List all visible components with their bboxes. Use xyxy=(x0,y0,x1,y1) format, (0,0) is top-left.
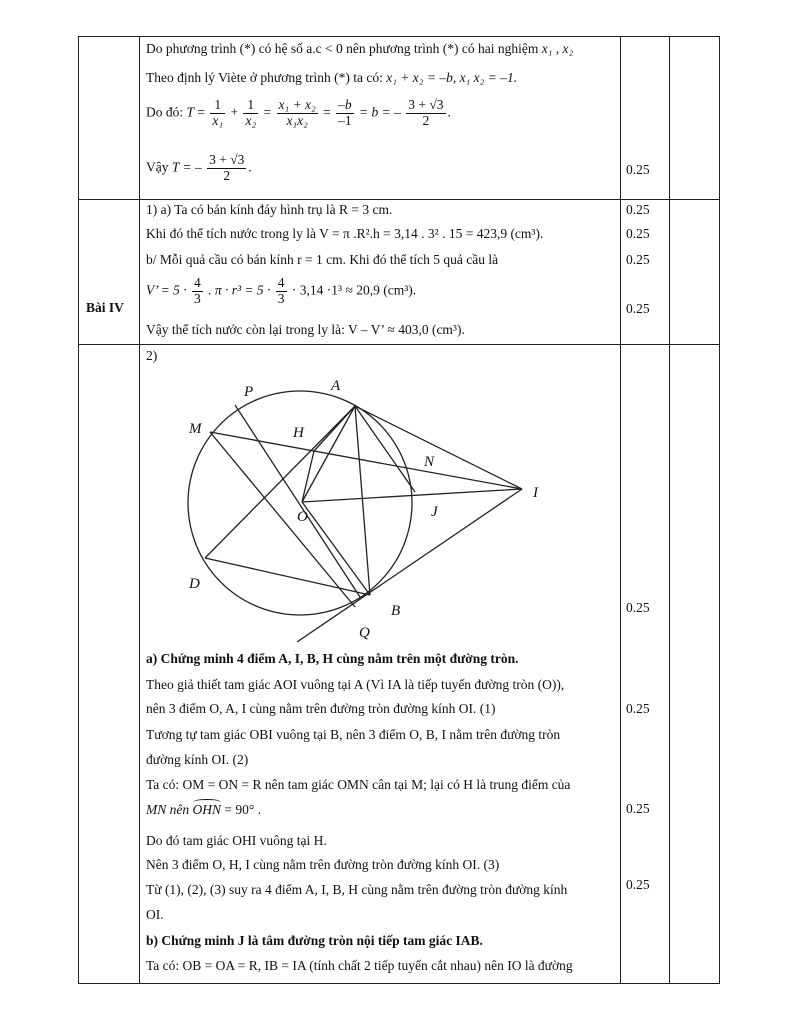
result-prefix: Vậy xyxy=(146,159,172,175)
segment-AO xyxy=(302,406,355,502)
frac-num: 1 xyxy=(210,98,225,114)
table-border-left xyxy=(78,36,79,984)
table-border-col2 xyxy=(139,36,140,984)
angle-name: OHN xyxy=(192,802,222,817)
segment-AN xyxy=(355,406,415,492)
point-I-label: I xyxy=(533,485,538,501)
part-label: 2) xyxy=(146,348,158,363)
equals-b: = b = – xyxy=(359,104,401,120)
frac-den: x₁ xyxy=(212,112,224,128)
table-border-right xyxy=(719,36,720,984)
frac-den: 3 xyxy=(277,290,285,306)
tangent-IA xyxy=(355,406,522,489)
heading-part-b: b) Chứng minh J là tâm đường tròn nội tiếp tam giác IAB. xyxy=(146,933,483,948)
table-border-bottom xyxy=(78,983,720,984)
proof-line-6 xyxy=(146,802,261,818)
roots-vars: x₁ , x₂ xyxy=(541,41,574,56)
equals-sign: = xyxy=(263,104,272,120)
frac-num: 3 + √3 xyxy=(408,97,444,112)
frac-den: x₂ xyxy=(245,112,257,128)
frac-den: 2 xyxy=(422,112,430,128)
score-cell: 0.25 xyxy=(626,202,650,217)
mn-prefix: MN nên xyxy=(146,802,190,817)
tangent-IB xyxy=(297,489,522,642)
point-J-label: J xyxy=(431,504,438,520)
sphere-vol-prefix: V’ = 5 · xyxy=(146,282,187,298)
frac-num: x₁ + x₂ xyxy=(278,97,316,112)
equals-sign: = xyxy=(197,104,206,120)
point-H-label: H xyxy=(293,425,304,441)
proof-line-9: Từ (1), (2), (3) suy ra 4 điểm A, I, B, H cùng nằm trên đường tròn đường kính xyxy=(146,882,568,897)
row-divider-1 xyxy=(78,199,720,200)
frac-den: x₁x₂ xyxy=(286,112,308,128)
geometry-figure xyxy=(150,365,590,650)
sphere-vol-mid: . π · r³ = 5 · xyxy=(208,282,271,298)
T-result-var: T = – xyxy=(171,159,202,175)
viete-intro-line xyxy=(146,41,573,57)
frac-num: 4 xyxy=(193,275,201,290)
equals-sign: = xyxy=(323,104,331,120)
proof-line-11: Ta có: OB = OA = R, IB = IA (tính chất 2 tiếp tuyến cắt nhau) nên IO là đường xyxy=(146,958,573,973)
segment-OB xyxy=(302,502,370,595)
point-B-label: B xyxy=(391,603,401,619)
frac-final-result xyxy=(207,153,246,184)
remaining-water-line: Vậy thể tích nước còn lại trong ly là: V – V’ ≈ 403,0 (cm³). xyxy=(146,322,465,337)
heading-part-a: a) Chứng minh 4 điểm A, I, B, H cùng nằm trên một đường tròn. xyxy=(146,651,519,666)
frac-4-3 xyxy=(192,276,203,307)
viete-theorem-line xyxy=(146,70,517,86)
frac-den: –1 xyxy=(338,112,352,128)
segment-AB xyxy=(355,406,370,595)
viete-intro-text: Do phương trình (*) có hệ số a.c < 0 nên phương trình (*) có hai nghiệm xyxy=(146,41,542,56)
frac-sum-over-prod xyxy=(277,98,318,129)
score-cell: 0.25 xyxy=(626,162,650,177)
proof-line-2: nên 3 điểm O, A, I cùng nằm trên đường tròn đường kính OI. (1) xyxy=(146,701,496,716)
angle-value: = 90° . xyxy=(221,802,262,817)
frac-1-over-x1 xyxy=(210,98,225,129)
sphere-vol-result: · 3,14 ·1³ ≈ 20,9 (cm³). xyxy=(291,282,417,298)
plus-sign: + xyxy=(230,104,239,120)
frac-4-3 xyxy=(276,276,287,307)
table-border-col3 xyxy=(620,36,621,984)
score-cell: 0.25 xyxy=(626,301,650,316)
T-result-line xyxy=(146,153,252,184)
angle-arc-icon xyxy=(193,799,222,805)
sphere-radius-line: b/ Mỗi quả cầu có bán kính r = 1 cm. Khi đó thể tích 5 quả cầu là xyxy=(146,252,499,267)
point-A-label: A xyxy=(331,378,341,394)
frac-num: 1 xyxy=(243,98,258,114)
T-prefix: Do đó: xyxy=(146,104,187,120)
score-cell: 0.25 xyxy=(626,801,650,816)
frac-1-over-x2 xyxy=(243,98,258,129)
viete-equations: x₁ + x₂ = –b, x₁ x₂ = –1. xyxy=(386,70,518,85)
section-label: Bài IV xyxy=(86,300,124,315)
point-P-label: P xyxy=(244,384,254,400)
frac-num: 4 xyxy=(277,275,285,290)
table-border-col4 xyxy=(669,36,670,984)
table-border-top xyxy=(78,36,720,37)
score-cell: 0.25 xyxy=(626,701,650,716)
angle-OHN xyxy=(193,802,222,818)
point-M-label: M xyxy=(189,421,202,437)
score-cell: 0.25 xyxy=(626,226,650,241)
cylinder-radius-line: 1) a) Ta có bán kính đáy hình trụ là R = 3 cm. xyxy=(146,202,393,217)
frac-negb-over-neg1 xyxy=(336,98,354,129)
score-cell: 0.25 xyxy=(626,252,650,267)
frac-num: 3 + √3 xyxy=(209,152,245,167)
water-volume-line: Khi đó thể tích nước trong ly là V = π .R².h = 3,14 . 3² . 15 = 423,9 (cm³). xyxy=(146,226,544,241)
period: . xyxy=(248,159,252,175)
T-expression-line xyxy=(146,98,451,129)
frac-num: –b xyxy=(338,97,352,112)
proof-line-5: Ta có: OM = ON = R nên tam giác OMN cân tại M; lại có H là trung điểm của xyxy=(146,777,571,792)
period: . xyxy=(447,104,451,120)
point-Q-label: Q xyxy=(359,625,370,641)
frac-final xyxy=(406,98,445,129)
viete-theorem-text: Theo định lý Viète ở phương trình (*) ta có: xyxy=(146,70,387,85)
frac-den: 3 xyxy=(193,290,201,306)
proof-line-3: Tương tự tam giác OBI vuông tại B, nên 3 điểm O, B, I nằm trên đường tròn xyxy=(146,727,561,742)
proof-line-1: Theo giả thiết tam giác AOI vuông tại A (Vì IA là tiếp tuyến đường tròn (O)), xyxy=(146,677,565,692)
point-N-label: N xyxy=(424,454,435,470)
proof-line-4: đường kính OI. (2) xyxy=(146,752,249,767)
point-D-label: D xyxy=(189,576,200,592)
proof-line-7: Do đó tam giác OHI vuông tại H. xyxy=(146,833,327,848)
proof-line-10: OI. xyxy=(146,907,164,922)
segment-MQ xyxy=(210,432,355,607)
segment-DA xyxy=(205,406,355,558)
point-O-label: O xyxy=(297,509,308,525)
proof-line-8: Nên 3 điểm O, H, I cùng nằm trên đường tròn đường kính OI. (3) xyxy=(146,857,500,872)
secant-MI xyxy=(210,432,522,489)
row-divider-2 xyxy=(78,344,720,345)
T-var: T xyxy=(186,104,195,120)
frac-den: 2 xyxy=(223,167,231,183)
score-cell: 0.25 xyxy=(626,600,650,615)
score-cell: 0.25 xyxy=(626,877,650,892)
sphere-volume-line xyxy=(146,276,416,307)
